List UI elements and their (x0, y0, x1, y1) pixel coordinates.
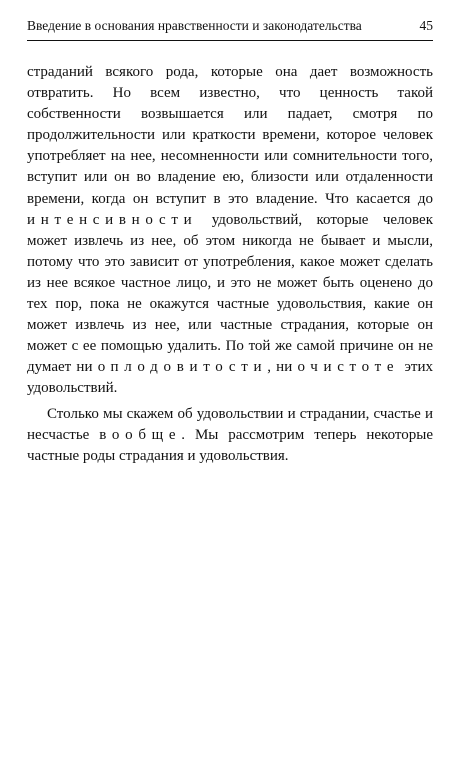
running-header (27, 16, 433, 38)
main-text (27, 62, 433, 467)
emphasized-word: чистоте (310, 359, 400, 376)
text-run: страданий всякого рода, которые она дает возможность отвратить. Но всем известно, что ценность такой собственности возвышается или падает, смотря по продолжительности или краткости времени, которое человек употребляет на нее, несомненности или сомнительности того, вступит или он во владение ею, близости или отдаленности времени, когда он вступит в это владение. Что касается до (27, 64, 433, 207)
text-run: , ни о (267, 359, 311, 376)
header-rule (27, 40, 433, 41)
emphasized-word: плодовитости (110, 359, 268, 376)
paragraph (27, 404, 433, 467)
page-number: 45 (419, 18, 433, 33)
text-run: этих удовольствий. (27, 359, 433, 397)
text-run: . Мы рассмотрим теперь некоторые частные роды страдания и удовольствия. (27, 426, 433, 464)
running-title: Введение в основания нравственности и законодательства (27, 18, 362, 33)
emphasized-word: интенсивности (27, 211, 198, 228)
text-run: Столько мы скажем об удовольствии и страдании, счастье и несчастье (27, 405, 433, 443)
emphasized-word: вообще (99, 426, 182, 443)
text-run: удовольствий, которые человек может извлечь из нее, об этом никогда не бывает и мысли, потому что это зависит от употребления, какое может сделать из нее всякое частное лицо, и это не может быть оценено до тех пор, пока не окажутся частные удовольствия, какие он может извлечь из нее, или частные страдания, которые он может с ее помощью удалить. По той же самой причине он не думает ни о (27, 211, 433, 376)
paragraph (27, 62, 433, 400)
